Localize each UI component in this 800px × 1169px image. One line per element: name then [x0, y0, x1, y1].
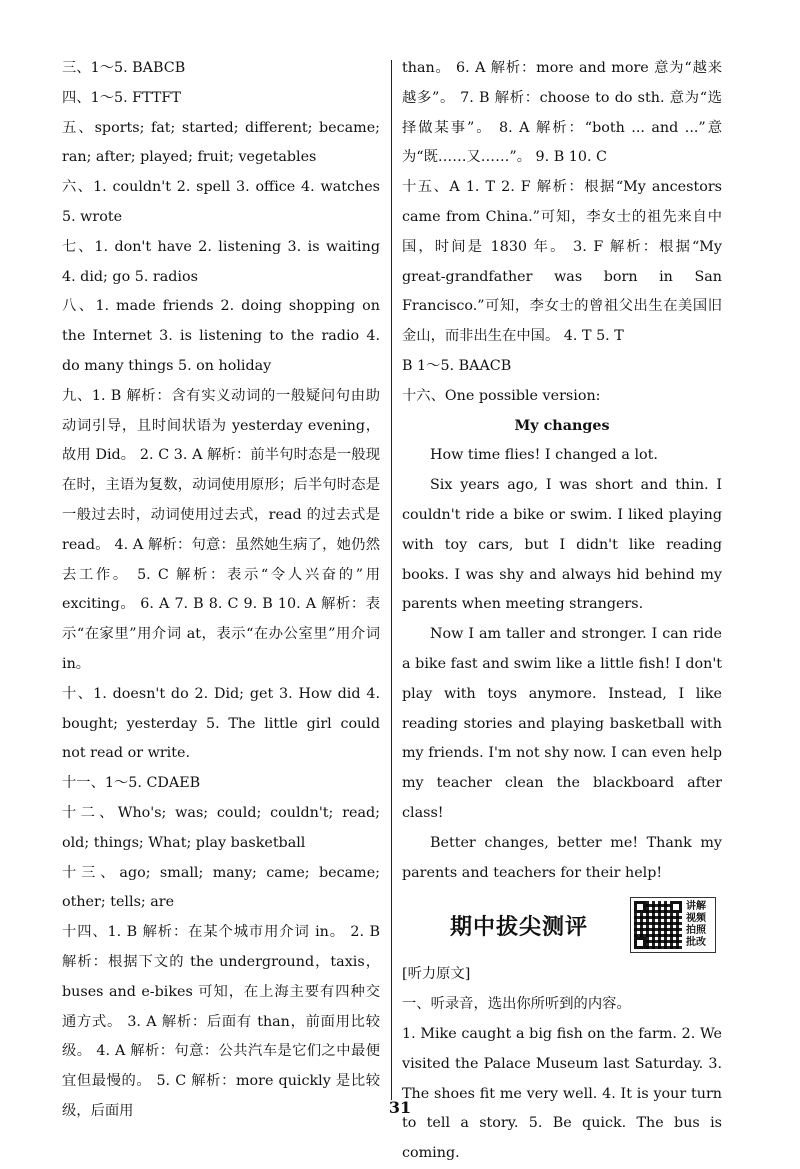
exam-title: 期中拔尖测评 — [450, 914, 589, 940]
answer-section-11: 十一、1～5. CDAEB — [62, 775, 201, 792]
answer-section-12: 十二、Who's; was; could; couldn't; read; old; things; What; play basketball — [62, 804, 380, 851]
qr-label: 讲解视频拍照批改 — [686, 901, 707, 949]
qr-code-icon[interactable] — [634, 901, 682, 949]
listening-text: 1. Mike caught a big fish on the farm. 2. We visited the Palace Museum last Saturday. 3. The shoes fit me very well. 4. It is your turn to tell a story. 5. Be quick. The bus is coming. — [402, 1025, 722, 1162]
answer-section-15: 十五、A 1. T 2. F 解析：根据“My ancestors came from China.”可知，李女士的祖先来自中国，时间是 1830 年。 3. F 解析：根据“My great-grandfather was born in San Francisco.”可知，李女士的曾祖父出生在美国旧金山，而非出生在中国。 4. T 5. T — [402, 179, 722, 345]
answer-section-13: 十三、ago; small; many; came; became; other; tells; are — [62, 864, 380, 911]
left-column — [62, 54, 380, 1127]
answer-section-4: 四、1～5. FTTFT — [62, 89, 181, 106]
essay-title: My changes — [514, 417, 610, 434]
essay-paragraph: Six years ago, I was short and thin. I couldn't ride a bike or swim. I liked playing with toy cars, but I didn't like reading books. I was shy and always hid behind my parents when meeting strangers. — [402, 477, 722, 613]
answer-section-6: 六、1. couldn't 2. spell 3. office 4. watches 5. wrote — [62, 179, 380, 225]
right-column — [402, 54, 722, 1169]
answer-section-14-continued: than。 6. A 解析：more and more 意为“越来越多”。 7. B 解析：choose to do sth. 意为“选择做某事”。 8. A 解析：“both ... and ...”意为“既……又……”。 9. B 10. C — [402, 60, 722, 166]
answer-section-16: 十六、One possible version: — [402, 387, 601, 404]
listening-header: [听力原文] — [402, 966, 471, 983]
answer-section-9: 九、1. B 解析：含有实义动词的一般疑问句由助动词引导，且时间状语为 yesterday evening，故用 Did。 2. C 3. A 解析：前半句时态是一般现在时，主语为复数，动词使用原形；后半句时态是一般过去时，动词使用过去式，read 的过去式是 read。 4. A 解析：句意：虽然她生病了，她仍然去工作。 5. C 解析：表示“令人兴奋的”用 exciting。 6. A 7. B 8. C 9. B 10. A 解析：表示“在家里”用介词 at，表示“在办公室里”用介词 in。 — [62, 387, 380, 672]
answer-section-10: 十、1. doesn't do 2. Did; get 3. How did 4. bought; yesterday 5. The little girl could not read or write. — [62, 685, 380, 762]
listening-instruction: 一、听录音，选出你所听到的内容。 — [402, 996, 631, 1013]
essay-paragraph: Now I am taller and stronger. I can ride a bike fast and swim like a little fish! I don't play with toys anymore. Instead, I like reading stories and playing basketball with my friends. I'm not shy now. I can even help my teacher clean the blackboard after class! — [402, 626, 722, 821]
essay-paragraph: How time flies! I changed a lot. — [430, 447, 658, 464]
qr-code-block[interactable] — [630, 897, 716, 953]
column-divider — [391, 60, 392, 1100]
answer-section-14: 十四、1. B 解析：在某个城市用介词 in。 2. B 解析：根据下文的 the underground，taxis，buses and e-bikes 可知，在上海主要有四种交通方式。 3. A 解析：后面有 than，前面用比较级。 4. A 解析：句意：公共汽车是它们之中最便宜但最慢的。 5. C 解析：more quickly 是比较级，后面用 — [62, 924, 380, 1119]
answer-section-3: 三、1～5. BABCB — [62, 60, 186, 76]
exam-title-row — [402, 890, 722, 960]
answer-section-5: 五、sports; fat; started; different; became; ran; after; played; fruit; vegetables — [62, 119, 380, 166]
answer-section-7: 七、1. don't have 2. listening 3. is waiting 4. did; go 5. radios — [62, 238, 380, 285]
answer-section-15-b: B 1～5. BAACB — [402, 357, 512, 374]
page-number: 31 — [388, 1098, 412, 1117]
essay-paragraph: Better changes, better me! Thank my parents and teachers for their help! — [402, 834, 722, 881]
answer-section-8: 八、1. made friends 2. doing shopping on the Internet 3. is listening to the radio 4. do many things 5. on holiday — [62, 298, 380, 374]
